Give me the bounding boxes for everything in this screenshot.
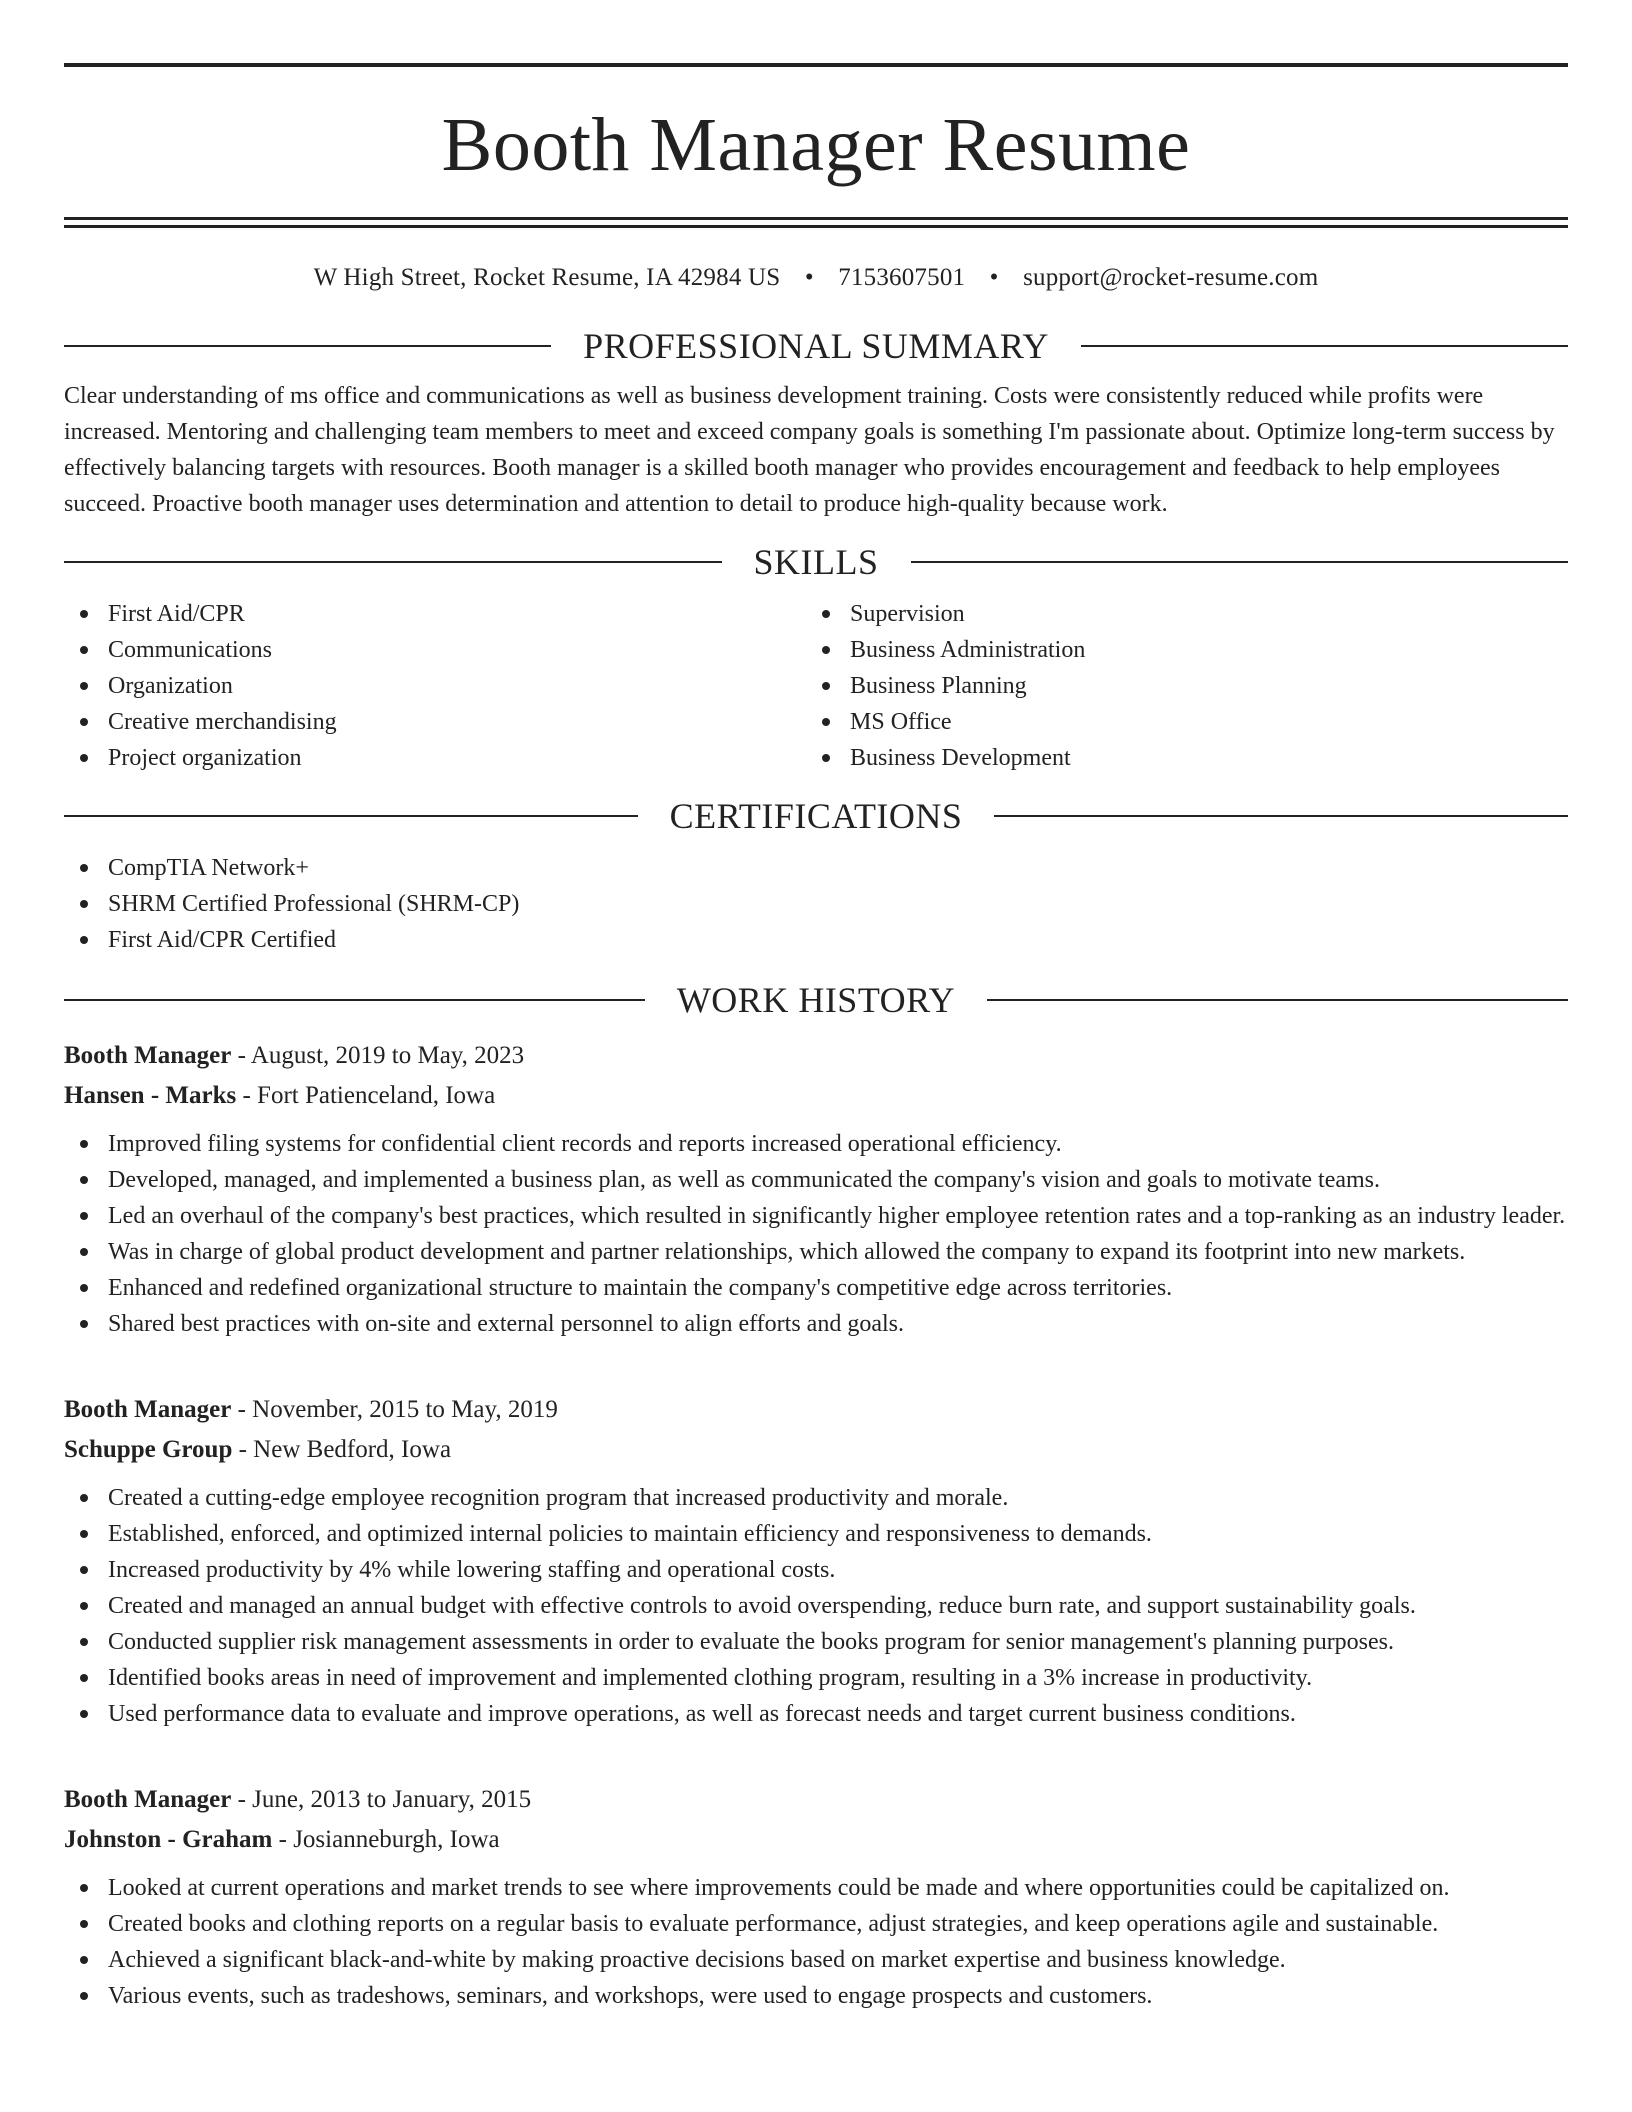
job-bullet: Achieved a significant black-and-white by making proactive decisions based on market expertise and business knowledge. [64, 1942, 1568, 1978]
job-dates: - June, 2013 to January, 2015 [231, 1786, 532, 1813]
work-history-section-header [64, 978, 1568, 1022]
job-bullet: Used performance data to evaluate and improve operations, as well as forecast needs and target current business conditions. [64, 1696, 1568, 1732]
job-dates: - August, 2019 to May, 2023 [231, 1042, 525, 1069]
job-role: Booth Manager [64, 1396, 232, 1423]
certification-item: First Aid/CPR Certified [64, 922, 1568, 958]
summary-section-header [64, 324, 1568, 368]
job-company-line [64, 1076, 1568, 1116]
job-company: Johnston - Graham [64, 1826, 273, 1853]
contact-separator: • [989, 264, 999, 291]
job-bullet: Improved filing systems for confidential client records and reports increased operational efficiency. [64, 1126, 1568, 1162]
section-rule [1081, 345, 1568, 347]
certifications-section-header [64, 794, 1568, 838]
job-bullet: Shared best practices with on-site and external personnel to align efforts and goals. [64, 1306, 1568, 1342]
section-rule [64, 345, 551, 347]
section-rule [64, 561, 722, 563]
job-bullet: Enhanced and redefined organizational structure to maintain the company's competitive edge across territories. [64, 1270, 1568, 1306]
certification-item: SHRM Certified Professional (SHRM-CP) [64, 886, 1568, 922]
skills-list-left [64, 596, 806, 776]
job-location: - Josianneburgh, Iowa [272, 1826, 500, 1853]
job-role: Booth Manager [64, 1042, 232, 1069]
summary-heading: PROFESSIONAL SUMMARY [583, 326, 1049, 366]
skills-columns [64, 596, 1568, 776]
work-history-heading: WORK HISTORY [676, 980, 956, 1020]
job-company: Schuppe Group [64, 1436, 233, 1463]
job-bullet: Was in charge of global product development and partner relationships, which allowed the company to expand its footprint into new markets. [64, 1234, 1568, 1270]
skills-list-right [806, 596, 1548, 776]
skills-heading: SKILLS [753, 542, 879, 582]
skill-item: Organization [64, 668, 806, 704]
job-bullet: Increased productivity by 4% while lowering staffing and operational costs. [64, 1552, 1568, 1588]
skill-item: Creative merchandising [64, 704, 806, 740]
job-bullet: Conducted supplier risk management assessments in order to evaluate the books program for senior management's planning purposes. [64, 1624, 1568, 1660]
job-bullet: Identified books areas in need of improvement and implemented clothing program, resulting in a 3% increase in productivity. [64, 1660, 1568, 1696]
job-bullet: Created and managed an annual budget with effective controls to avoid overspending, reduce burn rate, and support sustainability goals. [64, 1588, 1568, 1624]
job-dates: - November, 2015 to May, 2019 [231, 1396, 558, 1423]
skill-item: First Aid/CPR [64, 596, 806, 632]
top-rule [64, 63, 1568, 67]
job-company-line [64, 1820, 1568, 1860]
job-bullets [64, 1126, 1568, 1342]
job-bullet: Created books and clothing reports on a regular basis to evaluate performance, adjust strategies, and keep operations agile and sustainable. [64, 1906, 1568, 1942]
job-spacer [64, 1342, 1568, 1376]
job-bullet: Various events, such as tradeshows, seminars, and workshops, were used to engage prospects and customers. [64, 1978, 1568, 2014]
contact-email: support@rocket-resume.com [1023, 264, 1319, 291]
certification-item: CompTIA Network+ [64, 850, 1568, 886]
job-bullet: Developed, managed, and implemented a business plan, as well as communicated the company's vision and goals to motivate teams. [64, 1162, 1568, 1198]
section-rule [64, 999, 645, 1001]
certifications-list [64, 850, 1568, 958]
contact-address: W High Street, Rocket Resume, IA 42984 US [313, 264, 781, 291]
skill-item: Supervision [806, 596, 1548, 632]
skill-item: Business Planning [806, 668, 1548, 704]
job-company-line [64, 1430, 1568, 1470]
section-rule [911, 561, 1569, 563]
section-rule [994, 815, 1568, 817]
job-bullet: Established, enforced, and optimized internal policies to maintain efficiency and responsiveness to demands. [64, 1516, 1568, 1552]
job-company: Hansen - Marks [64, 1082, 237, 1109]
job-bullets [64, 1870, 1568, 2014]
job-bullet: Created a cutting-edge employee recognition program that increased productivity and morale. [64, 1480, 1568, 1516]
job-location: - New Bedford, Iowa [232, 1436, 452, 1463]
contact-line [64, 262, 1568, 294]
job-title-line [64, 1036, 1568, 1076]
title-double-rule [64, 217, 1568, 228]
job-entry [64, 1390, 1568, 1732]
work-history-list [64, 1036, 1568, 2014]
job-spacer [64, 1732, 1568, 1766]
job-bullet: Led an overhaul of the company's best practices, which resulted in significantly higher employee retention rates and a top-ranking as an industry leader. [64, 1198, 1568, 1234]
page-title: Booth Manager Resume [441, 103, 1191, 187]
skill-item: Project organization [64, 740, 806, 776]
section-rule [64, 815, 638, 817]
job-entry [64, 1780, 1568, 2014]
skills-section-header [64, 540, 1568, 584]
job-title-line [64, 1390, 1568, 1430]
job-location: - Fort Patienceland, Iowa [236, 1082, 496, 1109]
contact-phone: 7153607501 [838, 264, 966, 291]
contact-separator: • [804, 264, 814, 291]
job-bullet: Looked at current operations and market trends to see where improvements could be made and where opportunities could be capitalized on. [64, 1870, 1568, 1906]
summary-paragraph: Clear understanding of ms office and communications as well as business development training. Costs were consistently reduced while profits were increased. Mentoring and challenging team members to meet and exceed company goals is something I'm passionate about. Optimize long-term success by effectively balancing targets with resources. Booth manager is a skilled booth manager who provides encouragement and feedback to help employees succeed. Proactive booth manager uses determination and attention to detail to produce high-quality because work. [64, 383, 1555, 517]
job-role: Booth Manager [64, 1786, 232, 1813]
skill-item: MS Office [806, 704, 1548, 740]
skill-item: Business Administration [806, 632, 1548, 668]
job-entry [64, 1036, 1568, 1342]
section-rule [987, 999, 1568, 1001]
skill-item: Business Development [806, 740, 1548, 776]
skill-item: Communications [64, 632, 806, 668]
job-title-line [64, 1780, 1568, 1820]
certifications-heading: CERTIFICATIONS [669, 796, 963, 836]
job-bullets [64, 1480, 1568, 1732]
